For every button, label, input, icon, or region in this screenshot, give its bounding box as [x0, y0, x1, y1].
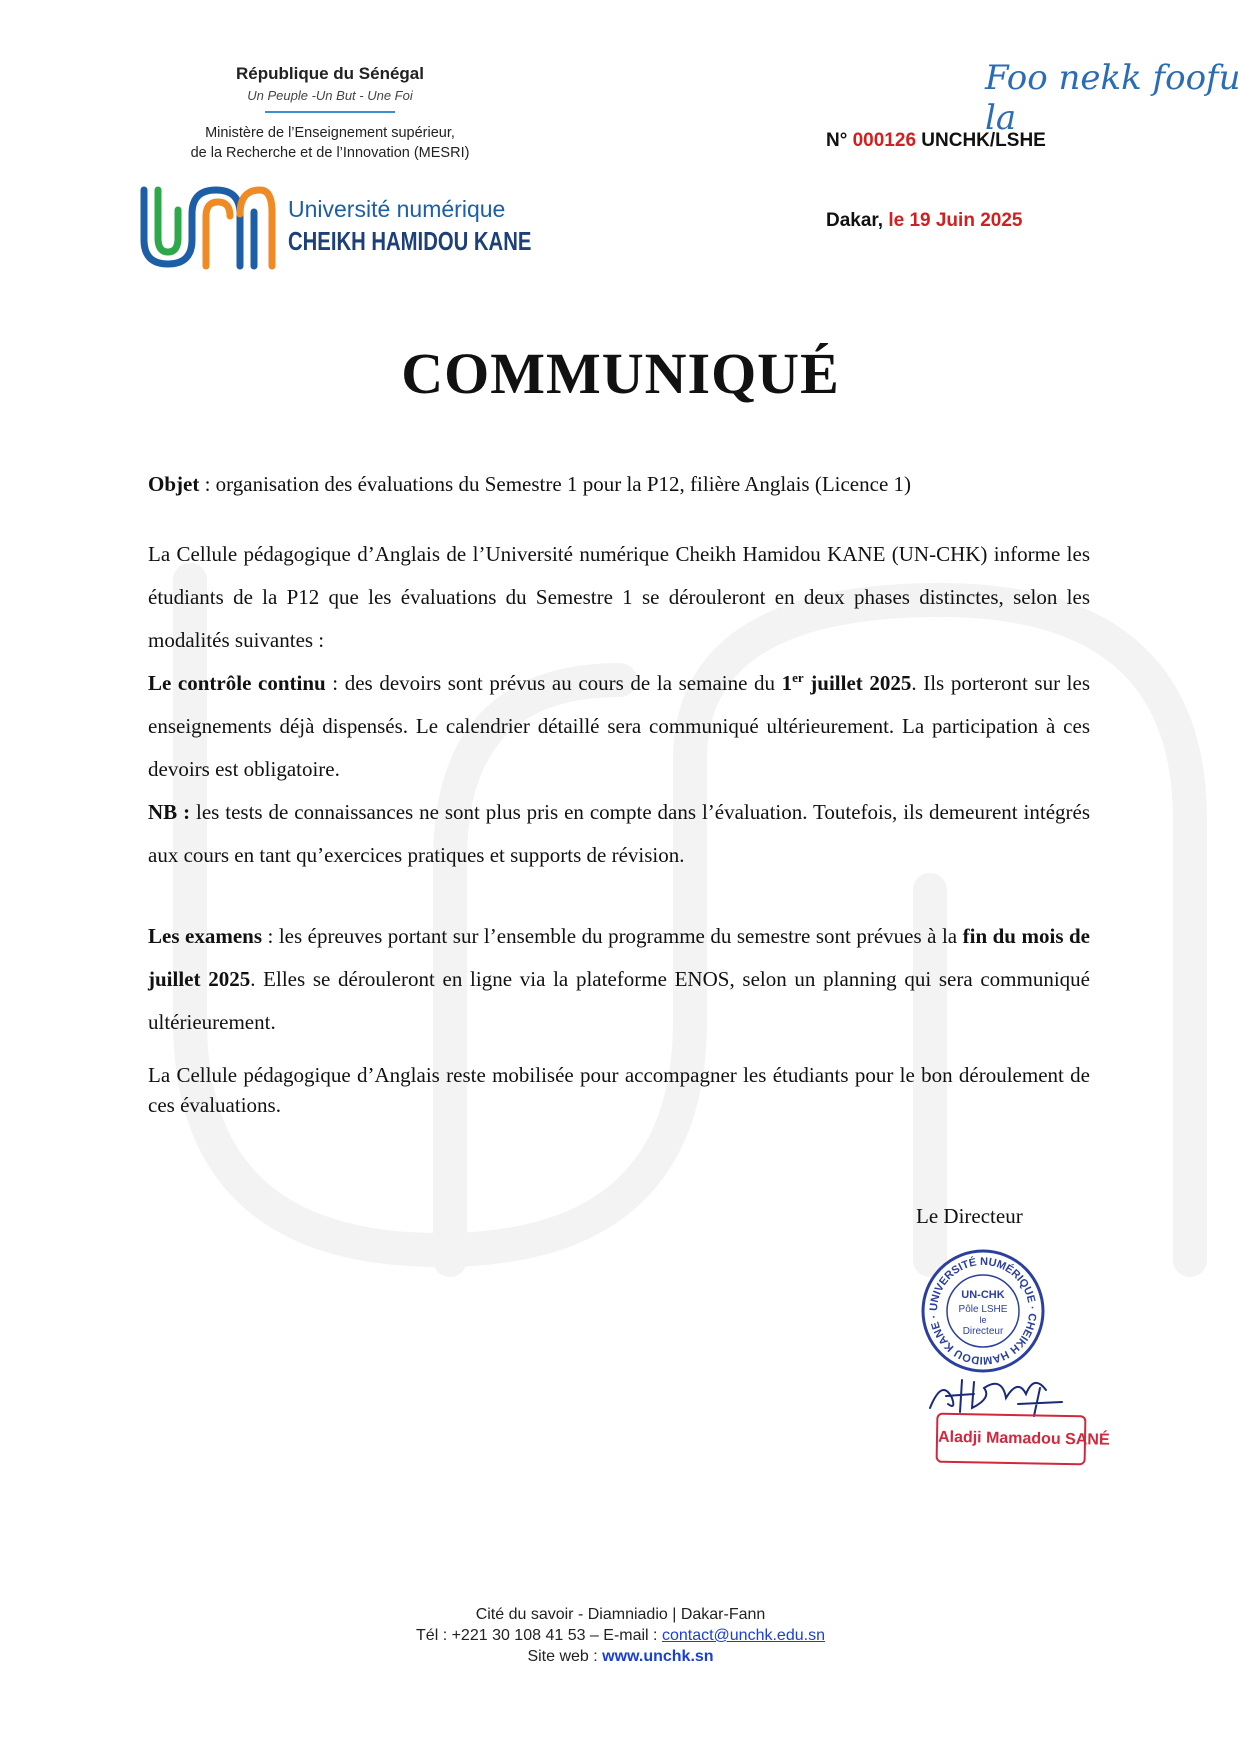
ref-number: 000126 — [852, 130, 917, 151]
object-text: : organisation des évaluations du Semestre 1 pour la P12, filière Anglais (Licence 1) — [199, 472, 912, 496]
university-name-line-1: Université numérique — [288, 196, 506, 222]
ministry-line-2: de la Recherche et de l’Innovation (MESRI) — [190, 145, 470, 161]
object-label: Objet — [148, 472, 200, 496]
date-value: le 19 Juin 2025 — [888, 210, 1023, 231]
handwritten-signature — [922, 1368, 1072, 1418]
continuous-text-b: . Ils porteront sur les enseignements déjà dispensés. Le calendrier détaillé sera communiqué ultérieurement. La participation à ces devoirs est obligatoire. — [148, 671, 1090, 781]
object-line — [148, 463, 1090, 506]
document-date — [826, 210, 1022, 232]
exams-label: Les examens — [148, 924, 262, 948]
closing-paragraph: La Cellule pédagogique d’Anglais reste mobilisée pour accompagner les étudiants pour le bon déroulement de ces évaluations. — [148, 1063, 1090, 1117]
exams-bold: fin du mois de juillet 2025 — [148, 924, 1090, 991]
continuous-date — [782, 671, 912, 695]
signatory-role: Le Directeur — [916, 1204, 1023, 1228]
page-title: COMMUNIQUÉ — [401, 341, 840, 406]
reference-number — [826, 130, 1046, 152]
continuous-text-a: : des devoirs sont prévus au cours de la semaine du — [325, 671, 782, 695]
unchk-logo-icon — [138, 182, 278, 272]
continuous-date-sup: er — [792, 670, 804, 685]
intro-paragraph — [148, 533, 1090, 877]
university-logo — [138, 182, 538, 272]
stamp-center-1: UN-CHK — [961, 1289, 1005, 1301]
footer-address: Cité du savoir - Diamniadio | Dakar-Fann — [475, 1606, 766, 1623]
national-motto: Un Peuple -Un But - Une Foi — [247, 88, 413, 103]
exams-paragraph — [148, 915, 1090, 1044]
stamp-center-4: Directeur — [962, 1326, 1004, 1337]
continuous-date-rest: juillet 2025 — [803, 671, 912, 695]
footer-web-label: Site web : — [527, 1648, 603, 1665]
footer-web — [0, 1646, 1241, 1667]
exams-text-a: : les épreuves portant sur l’ensemble du programme du semestre sont prévues à la — [262, 924, 963, 948]
footer-contact — [0, 1625, 1241, 1646]
ministry-line-1: Ministère de l’Enseignement supérieur, — [205, 125, 455, 141]
university-name-line-2: CHEIKH HAMIDOU KANE — [288, 226, 532, 256]
ref-prefix: N° — [826, 130, 848, 151]
header-institution — [130, 64, 530, 163]
footer-tel: Tél : +221 30 108 41 53 – E-mail : — [416, 1627, 662, 1644]
continuous-label: Le contrôle continu — [148, 671, 326, 695]
nb-label: NB : — [148, 800, 191, 824]
footer-web-link[interactable]: www.unchk.sn — [602, 1648, 714, 1665]
republic-name: République du Sénégal — [236, 64, 424, 83]
signatory-name: Aladji Mamadou SANÉ — [936, 1413, 1087, 1466]
intro-text: La Cellule pédagogique d’Anglais de l’Université numérique Cheikh Hamidou KANE (UN-CHK) informe les étudiants de la P12 que les évaluations du Semestre 1 se dérouleront en deux phases distinctes, selon les modalités suivantes : — [148, 542, 1090, 652]
date-city: Dakar, — [826, 210, 884, 231]
stamp-center-2: Pôle LSHE — [958, 1304, 1008, 1315]
stamp-ring-text: UNIVERSITÉ NUMÉRIQUE · CHEIKH HAMIDOU KANE · — [927, 1255, 1039, 1367]
continuous-date-num: 1 — [781, 671, 793, 695]
slogan: Foo nekk foofu la — [985, 58, 1241, 138]
nb-text: les tests de connaissances ne sont plus pris en compte dans l’évaluation. Toutefois, ils demeurent intégrés aux cours en tant qu’exercices pratiques et supports de révision. — [148, 800, 1090, 867]
stamp-center-3: le — [979, 1315, 987, 1325]
header-divider — [265, 111, 395, 113]
page-footer — [0, 1604, 1241, 1667]
exams-text-b: . Elles se dérouleront en ligne via la plateforme ENOS, selon un planning qui sera communiqué ultérieurement. — [148, 967, 1091, 1034]
ref-suffix: UNCHK/LSHE — [921, 130, 1046, 151]
footer-email-link[interactable]: contact@unchk.edu.sn — [661, 1627, 825, 1644]
official-stamp — [918, 1246, 1048, 1376]
